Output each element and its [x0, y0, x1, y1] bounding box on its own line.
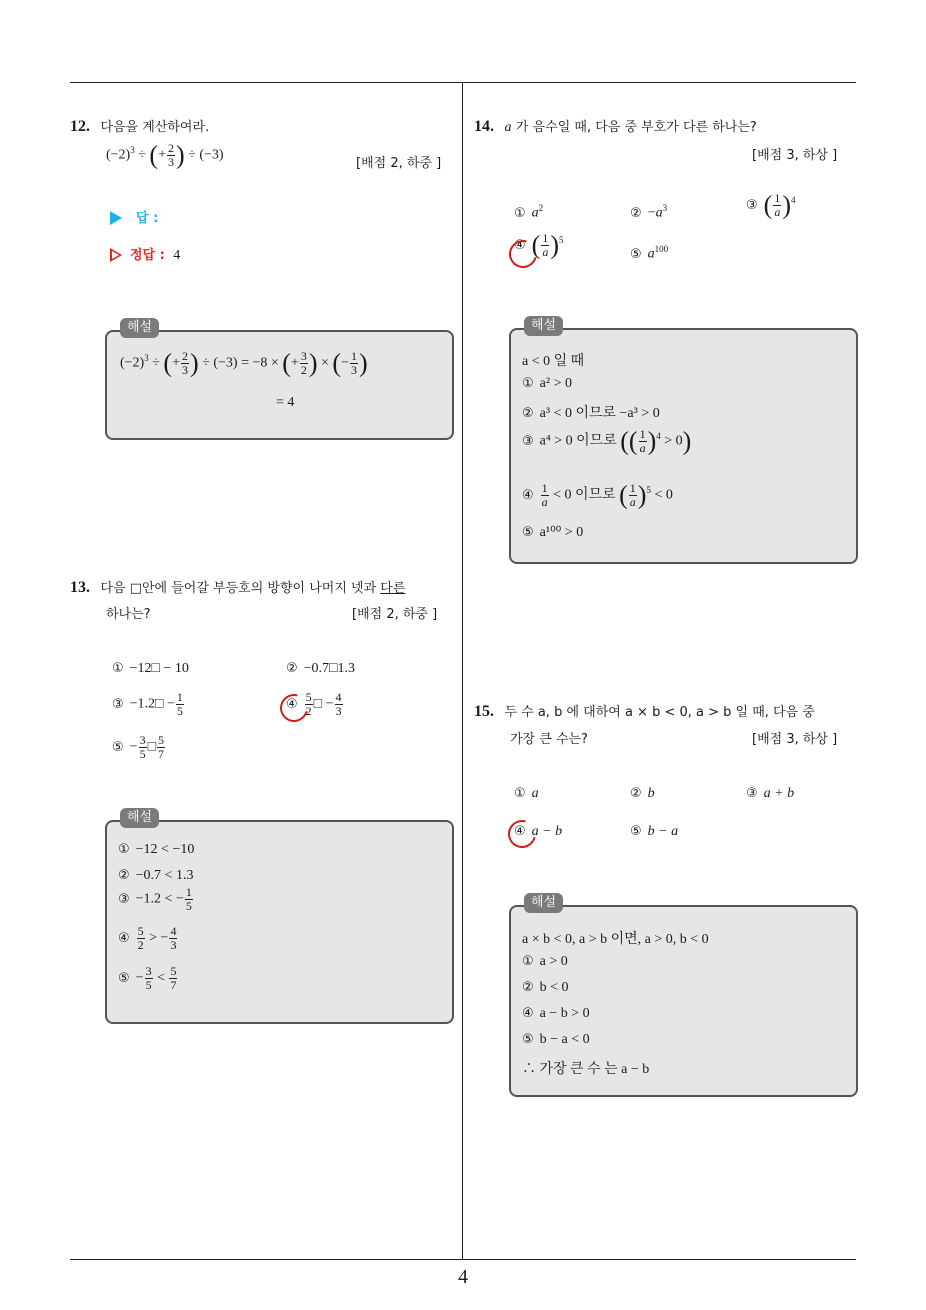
q15-expl-4: ④ a − b > 0	[522, 1006, 590, 1021]
bottom-rule	[70, 1259, 856, 1260]
q14-choice-5[interactable]: ⑤ $a^{100}$	[630, 244, 669, 262]
q12-correct-value: 4	[173, 248, 181, 263]
q12-answer-label: 답 :	[136, 211, 159, 226]
q12-text: 다음을 계산하여라.	[100, 120, 210, 135]
q15-expl-6: ∴ 가장 큰 수 는 a − b	[522, 1062, 650, 1077]
q12-correct-row	[110, 244, 180, 264]
q15-expl-3: ② b < 0	[522, 980, 569, 995]
q12-header	[70, 116, 209, 136]
q14-expl-3: ② a³ < 0 이므로 −a³ > 0	[522, 406, 660, 421]
q14-number: 14.	[474, 118, 494, 135]
q13-expl-4: ④ $\frac{5}{2}$ > − $\frac{4}{3}$	[118, 924, 177, 952]
q14-header: 14. a 가 음수일 때, 다음 중 부호가 다른 하나는?	[474, 118, 757, 135]
q13-header: 13. 다음 □안에 들어갈 부등호의 방향이 나머지 넷과 다른	[70, 579, 406, 596]
q13-explanation-tag: 해설	[120, 808, 159, 828]
q15-text: 두 수 a, b 에 대하여 a × b < 0, a > b 일 때, 다음 중	[504, 705, 815, 720]
q14-expl-1: a < 0 일 때	[522, 354, 585, 369]
q13-expl-1: ① −12 < −10	[118, 842, 195, 857]
q12-expression: $(-2)^3$ ÷ (+ $\frac{2}{3}$ ) ÷ (−3)	[106, 140, 224, 170]
column-divider	[462, 82, 463, 1260]
play-icon	[110, 211, 122, 225]
q15-explanation-tag: 해설	[524, 893, 563, 913]
q13-choice-4[interactable]: ④ $\frac{5}{2}$ □ − $\frac{4}{3}$	[286, 690, 342, 718]
q12-explanation-box	[105, 330, 454, 440]
q12-score: [배점 2, 하중 ]	[356, 156, 442, 171]
q12-number: 12.	[70, 118, 90, 135]
q15-choice-2[interactable]: ② b	[630, 786, 655, 801]
q13-number: 13.	[70, 579, 90, 596]
q14-expl-4: ③ a⁴ > 0 이므로 (( $\frac{1}{a}$ )$^4$ > 0)	[522, 426, 692, 456]
q13-choice-1[interactable]: ① −12□ − 10	[112, 661, 189, 676]
page-number: 4	[458, 1266, 468, 1288]
outline-triangle-icon	[110, 248, 122, 262]
q13-expl-5: ⑤ − $\frac{3}{5}$ < $\frac{5}{7}$	[118, 964, 177, 992]
q15-expl-1: a × b < 0, a > b 이면, a > 0, b < 0	[522, 932, 709, 947]
q15-expl-2: ① a > 0	[522, 954, 568, 969]
q13-choice-5[interactable]: ⑤ − $\frac{3}{5}$ □ $\frac{5}{7}$	[112, 733, 165, 761]
q15-choice-3[interactable]: ③ a + b	[746, 786, 795, 801]
q15-choice-4[interactable]: ④ a − b	[514, 824, 563, 839]
q15-expl-5: ⑤ b − a < 0	[522, 1032, 590, 1047]
q15-number: 15.	[474, 703, 494, 720]
q15-choice-5[interactable]: ⑤ b − a	[630, 824, 679, 839]
q12-explanation-tag: 해설	[120, 318, 159, 338]
q14-text: 가 음수일 때, 다음 중 부호가 다른 하나는?	[515, 120, 757, 135]
q14-score: [배점 3, 하상 ]	[752, 148, 838, 163]
q13-score: [배점 2, 하중 ]	[352, 607, 438, 622]
top-rule	[70, 82, 856, 83]
q13-expl-2: ② −0.7 < 1.3	[118, 868, 194, 883]
q15-text-line2: 가장 큰 수는?	[510, 732, 588, 747]
q15-header	[474, 701, 864, 721]
q12-answer-row	[110, 207, 158, 226]
q14-choice-3[interactable]: ③ ( $\frac{1}{a}$ )$^4$	[746, 190, 796, 220]
q12-expl-line1: $(-2)^3$ ÷ (+ $\frac{2}{3}$ ) ÷ (−3) = −8 × (+ $\frac{3}{2}$ ) × (− $\frac{1}{3}$ )	[120, 348, 368, 378]
q12-correct-label: 정답 :	[130, 248, 165, 263]
q13-expl-3: ③ −1.2 < − $\frac{1}{5}$	[118, 885, 192, 913]
q14-choice-1[interactable]: ① $a^2$	[514, 203, 544, 221]
q14-choice-4[interactable]: ④ ( $\frac{1}{a}$ )$^5$	[514, 230, 564, 260]
q14-explanation-tag: 해설	[524, 316, 563, 336]
q15-choice-1[interactable]: ① a	[514, 786, 539, 801]
q14-choice-2[interactable]: ② $-a^3$	[630, 203, 668, 221]
q14-expl-2: ① a² > 0	[522, 376, 572, 391]
q13-text-line2: 하나는?	[106, 607, 151, 622]
q15-answer-mark	[503, 815, 541, 853]
q12-expl-line2: = 4	[276, 395, 295, 410]
q14-expl-5: ④ $\frac{1}{a}$ < 0 이므로 ( $\frac{1}{a}$ )$^5$ < 0	[522, 480, 673, 510]
q13-choice-2[interactable]: ② −0.7□1.3	[286, 661, 356, 676]
q15-score: [배점 3, 하상 ]	[752, 732, 838, 747]
q13-choice-3[interactable]: ③ −1.2□ − $\frac{1}{5}$	[112, 690, 183, 718]
q14-expl-6: ⑤ a¹⁰⁰ > 0	[522, 525, 584, 540]
